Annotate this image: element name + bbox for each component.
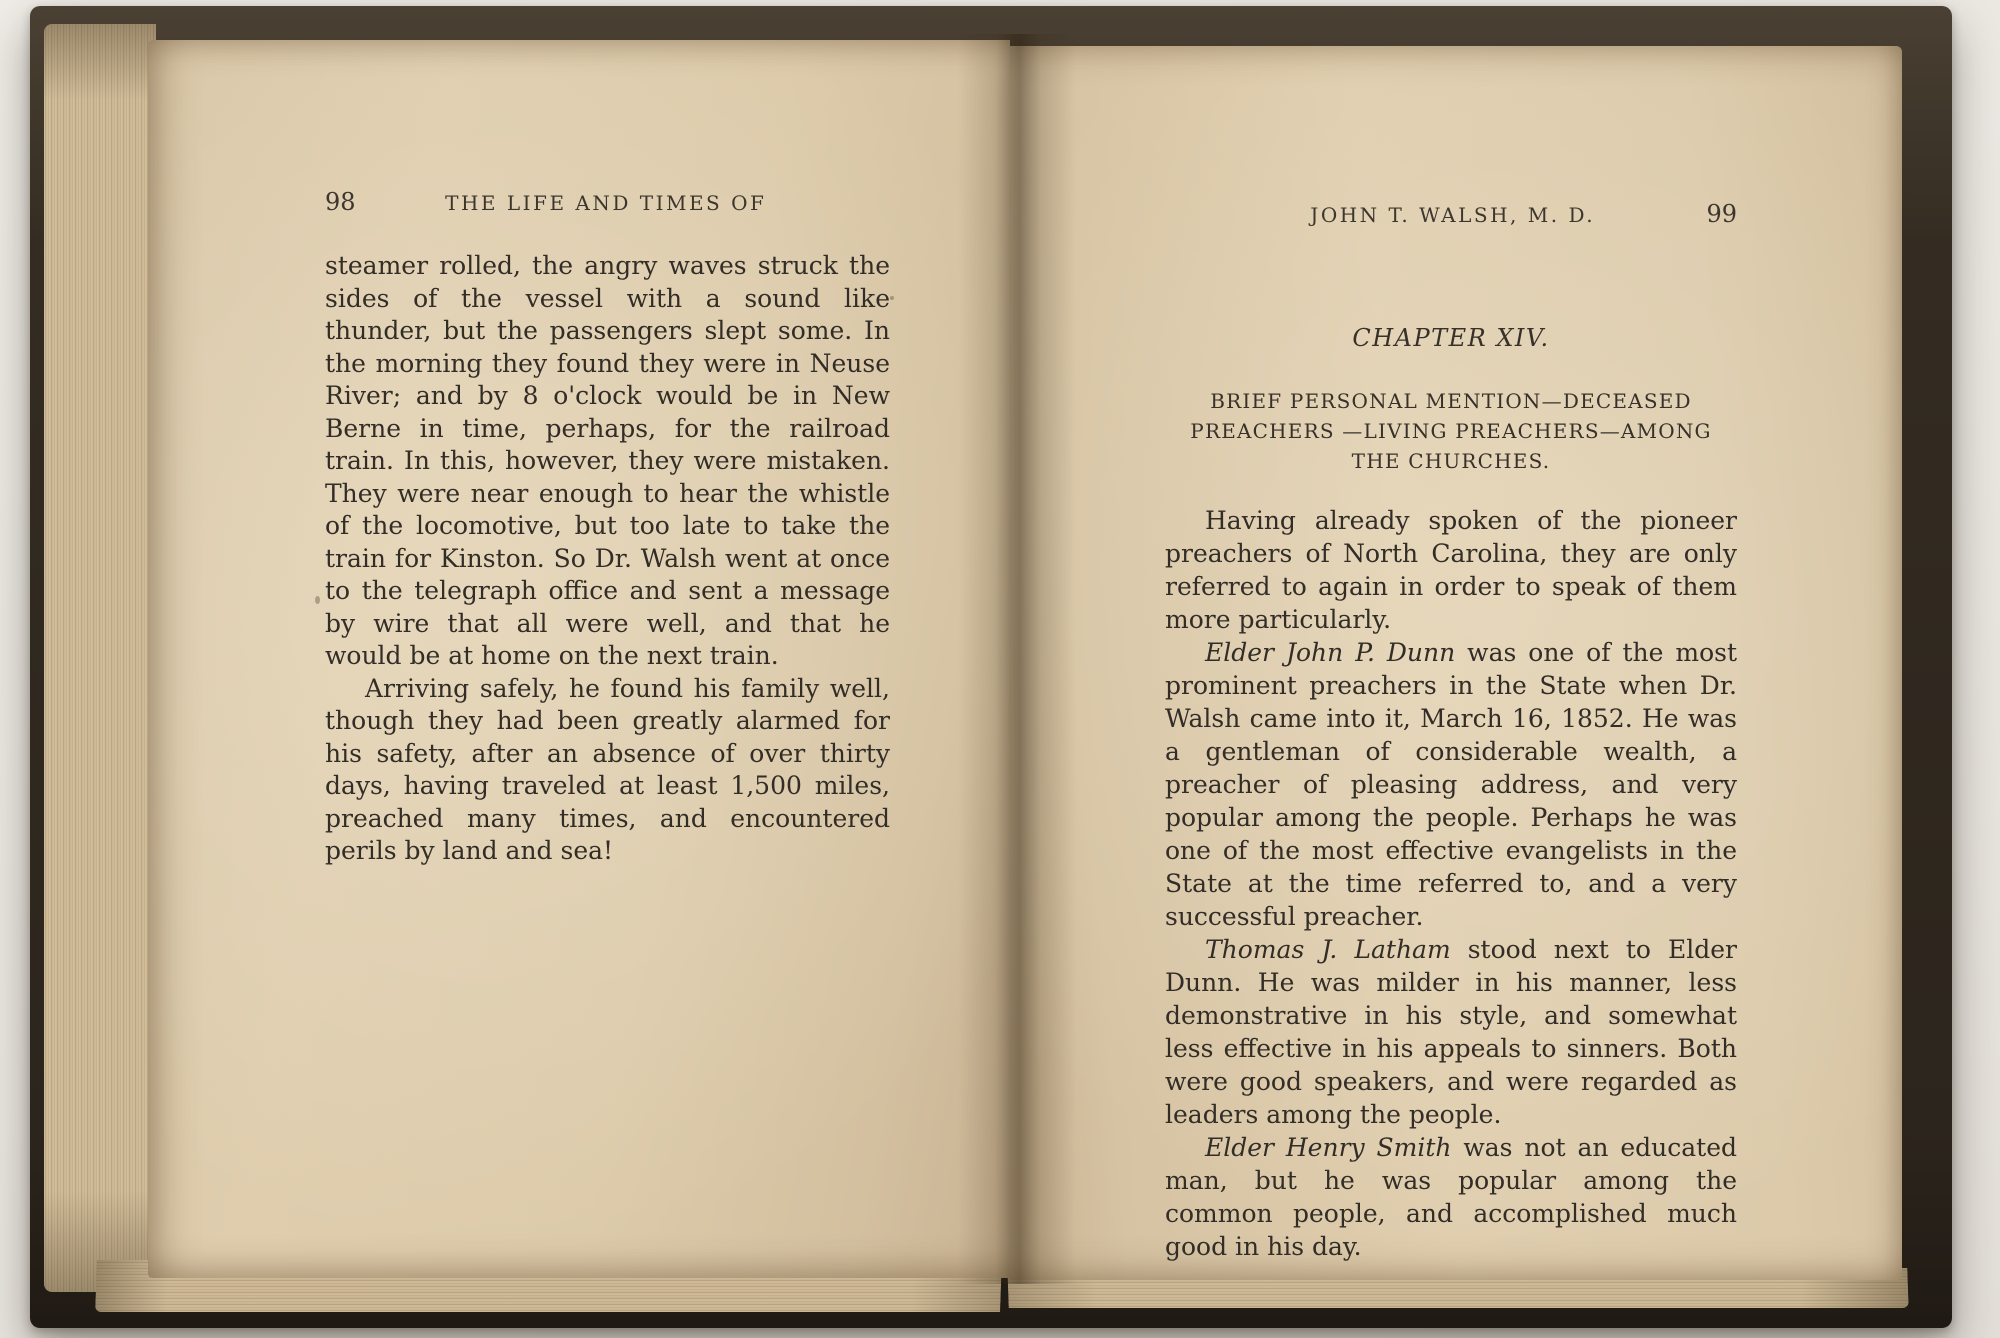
paragraph	[1165, 636, 1737, 933]
left-running-header	[325, 188, 890, 216]
dust-speck	[890, 296, 894, 300]
book	[30, 6, 1952, 1328]
right-running-header	[1165, 200, 1737, 228]
left-page	[148, 40, 1010, 1278]
paragraph-text: Having already spoken of the pioneer preachers of North Carolina, they are only referred to again in order to speak of them more particularly.	[1165, 506, 1737, 634]
chapter-heading: CHAPTER XIV.	[1352, 324, 1550, 352]
chapter-body	[1165, 504, 1737, 1263]
paragraph	[1165, 933, 1737, 1131]
left-page-content	[325, 188, 890, 868]
paragraph-text: was one of the most prominent preachers in the State when Dr. Walsh came into it, March 16, 1852. He was a gentleman of considerable wealth, a preacher of pleasing address, and very popular among the people. Perhaps he was one of the most effective evangelists in the State at the time referred to, and a very successful preacher.	[1165, 638, 1737, 931]
paragraph-lead: Elder John P. Dunn	[1205, 638, 1456, 667]
paragraph	[1165, 504, 1737, 636]
right-page-number: 99	[1706, 200, 1737, 228]
paragraph	[325, 673, 890, 868]
left-page-number: 98	[325, 188, 356, 216]
right-page-content	[1165, 200, 1737, 1263]
left-running-title: THE LIFE AND TIMES OF	[445, 191, 767, 215]
paragraph	[1165, 1131, 1737, 1263]
paragraph-text: Arriving safely, he found his family well, though they had been greatly alarmed for his safety, after an absence of over thirty days, having traveled at least 1,500 miles, preached many times, and encountered perils by land and sea!	[325, 673, 890, 865]
right-running-title: JOHN T. WALSH, M. D.	[1310, 203, 1596, 227]
paragraph-text: steamer rolled, the angry waves struck the sides of the vessel with a sound like thunder, but the passengers slept some. In the morning they found they were in Neuse River; and by 8 o'clock would be in New Berne in time, perhaps, for the railroad train. In this, however, they were mistaken. They were near enough to hear the whistle of the locomotive, but too late to take the train for Kinston. So Dr. Walsh went at once to the telegraph office and sent a message by wire that all were well, and that he would be at home on the next train.	[325, 251, 890, 670]
paragraph-lead: Thomas J. Latham	[1205, 935, 1451, 964]
right-page	[1010, 46, 1902, 1280]
paragraph-text: stood next to Elder Dunn. He was milder in his manner, less demonstrative in his style, and somewhat less effective in his appeals to sinners. Both were good speakers, and were regarded as leaders among the people.	[1165, 935, 1737, 1129]
paragraph	[325, 250, 890, 673]
paragraph-text: was not an educated man, but he was popular among the common people, and accomplished much good in his day.	[1165, 1133, 1737, 1261]
dust-speck	[315, 596, 320, 604]
paragraph-lead: Elder Henry Smith	[1205, 1133, 1452, 1162]
chapter-subtitle: BRIEF PERSONAL MENTION—DECEASED PREACHERS —LIVING PREACHERS—AMONG THE CHURCHES.	[1190, 389, 1712, 473]
page-edge-stack-left	[44, 24, 156, 1292]
